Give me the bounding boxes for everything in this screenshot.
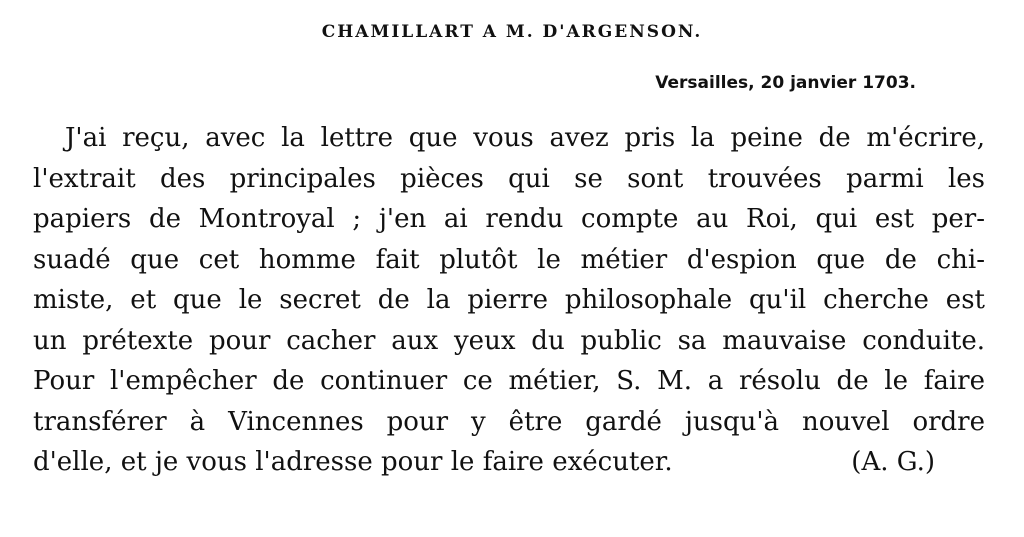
letter-body (33, 118, 985, 483)
letter-line-6: un prétexte pour cacher aux yeux du public sa mauvaise conduite. (33, 325, 985, 356)
letter-signature: (A. G.) (851, 447, 935, 477)
letter-line-7: Pour l'empêcher de continuer ce métier, S. M. a résolu de le faire (33, 366, 985, 396)
letter-line-4: suadé que cet homme fait plutôt le métier d'espion que de chi- (33, 244, 985, 275)
letter-heading: CHAMILLART A M. D'ARGENSON. (321, 22, 703, 42)
letter-line-8: transférer à Vincennes pour y être gardé jusqu'à nouvel ordre (33, 406, 985, 437)
letter-line-3: papiers de Montroyal ; j'en ai rendu compte au Roi, qui est per- (33, 204, 985, 234)
letter-line-9 (33, 442, 985, 483)
letter-line-1: J'ai reçu, avec la lettre que vous avez pris la peine de m'écrire, (65, 123, 985, 153)
letter-line-9-text: d'elle, et je vous l'adresse pour le faire exécuter. (33, 447, 673, 477)
letter-line-5: miste, et que le secret de la pierre philosophale qu'il cherche est (33, 285, 985, 315)
letter-line-2: l'extrait des principales pièces qui se sont trouvées parmi les (33, 163, 985, 194)
letter-dateline: Versailles, 20 janvier 1703. (655, 73, 916, 93)
